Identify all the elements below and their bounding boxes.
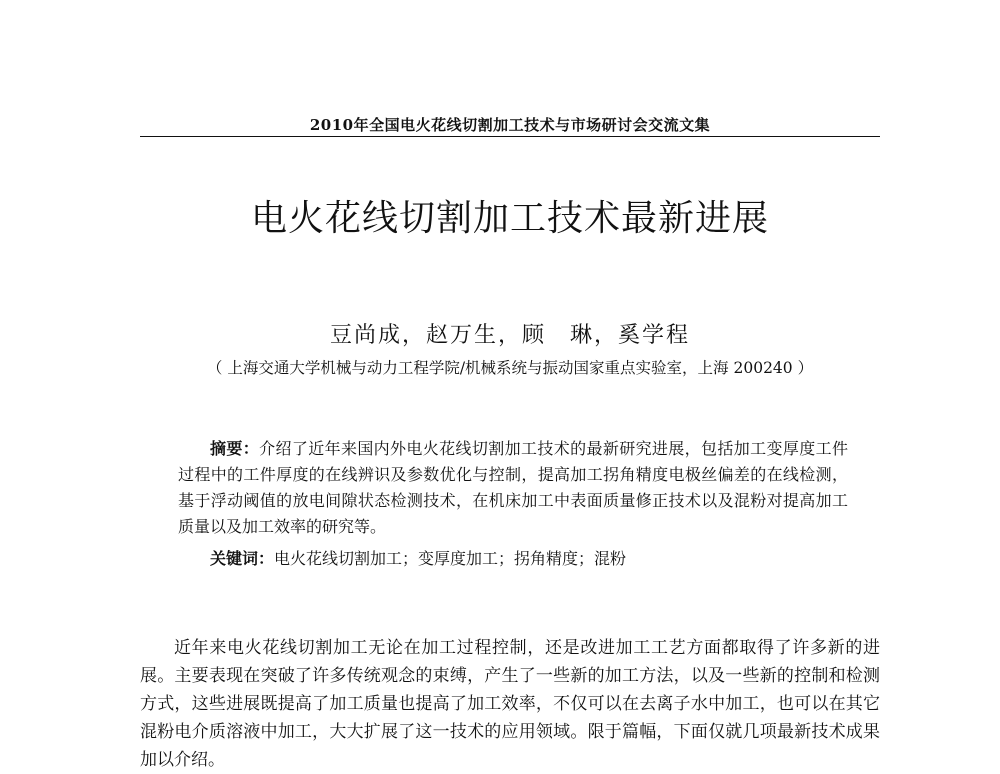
keywords-label: 关键词： bbox=[210, 549, 275, 568]
abstract-text: 介绍了近年来国内外电火花线切割加工技术的最新研究进展，包括加工变厚度工件过程中的工件厚度的在线辨识及参数优化与控制，提高加工拐角精度电极丝偏差的在线检测，基于浮动阈值的放电间隙状态检测技术，在机床加工中表面质量修正技术以及混粉对提高加工质量以及加工效率的研究等。 bbox=[178, 439, 848, 536]
paper-affiliation: （ 上海交通大学机械与动力工程学院/机械系统与振动国家重点实验室，上海 200240 ） bbox=[206, 359, 814, 377]
body-paragraph: 近年来电火花线切割加工无论在加工过程控制，还是改进加工工艺方面都取得了许多新的进展。主要表现在突破了许多传统观念的束缚，产生了一些新的加工方法，以及一些新的控制和检测方式，这些进展既提高了加工质量也提高了加工效率，不仅可以在去离子水中加工，也可以在其它混粉电介质溶液中加工，大大扩展了这一技术的应用领域。限于篇幅，下面仅就几项最新技术成果加以介绍。 bbox=[140, 638, 880, 770]
header-rule bbox=[140, 136, 880, 137]
paper-title: 电火花线切割加工技术最新进展 bbox=[250, 198, 769, 239]
running-header: 2010年全国电火花线切割加工技术与市场研讨会交流文集 bbox=[309, 116, 711, 134]
paper-authors: 豆尚成，赵万生，顾 琳，奚学程 bbox=[329, 323, 690, 348]
keywords bbox=[178, 546, 848, 572]
keywords-text: 电火花线切割加工；变厚度加工；拐角精度；混粉 bbox=[274, 549, 627, 568]
abstract bbox=[178, 436, 848, 540]
abstract-label: 摘要： bbox=[210, 439, 260, 458]
